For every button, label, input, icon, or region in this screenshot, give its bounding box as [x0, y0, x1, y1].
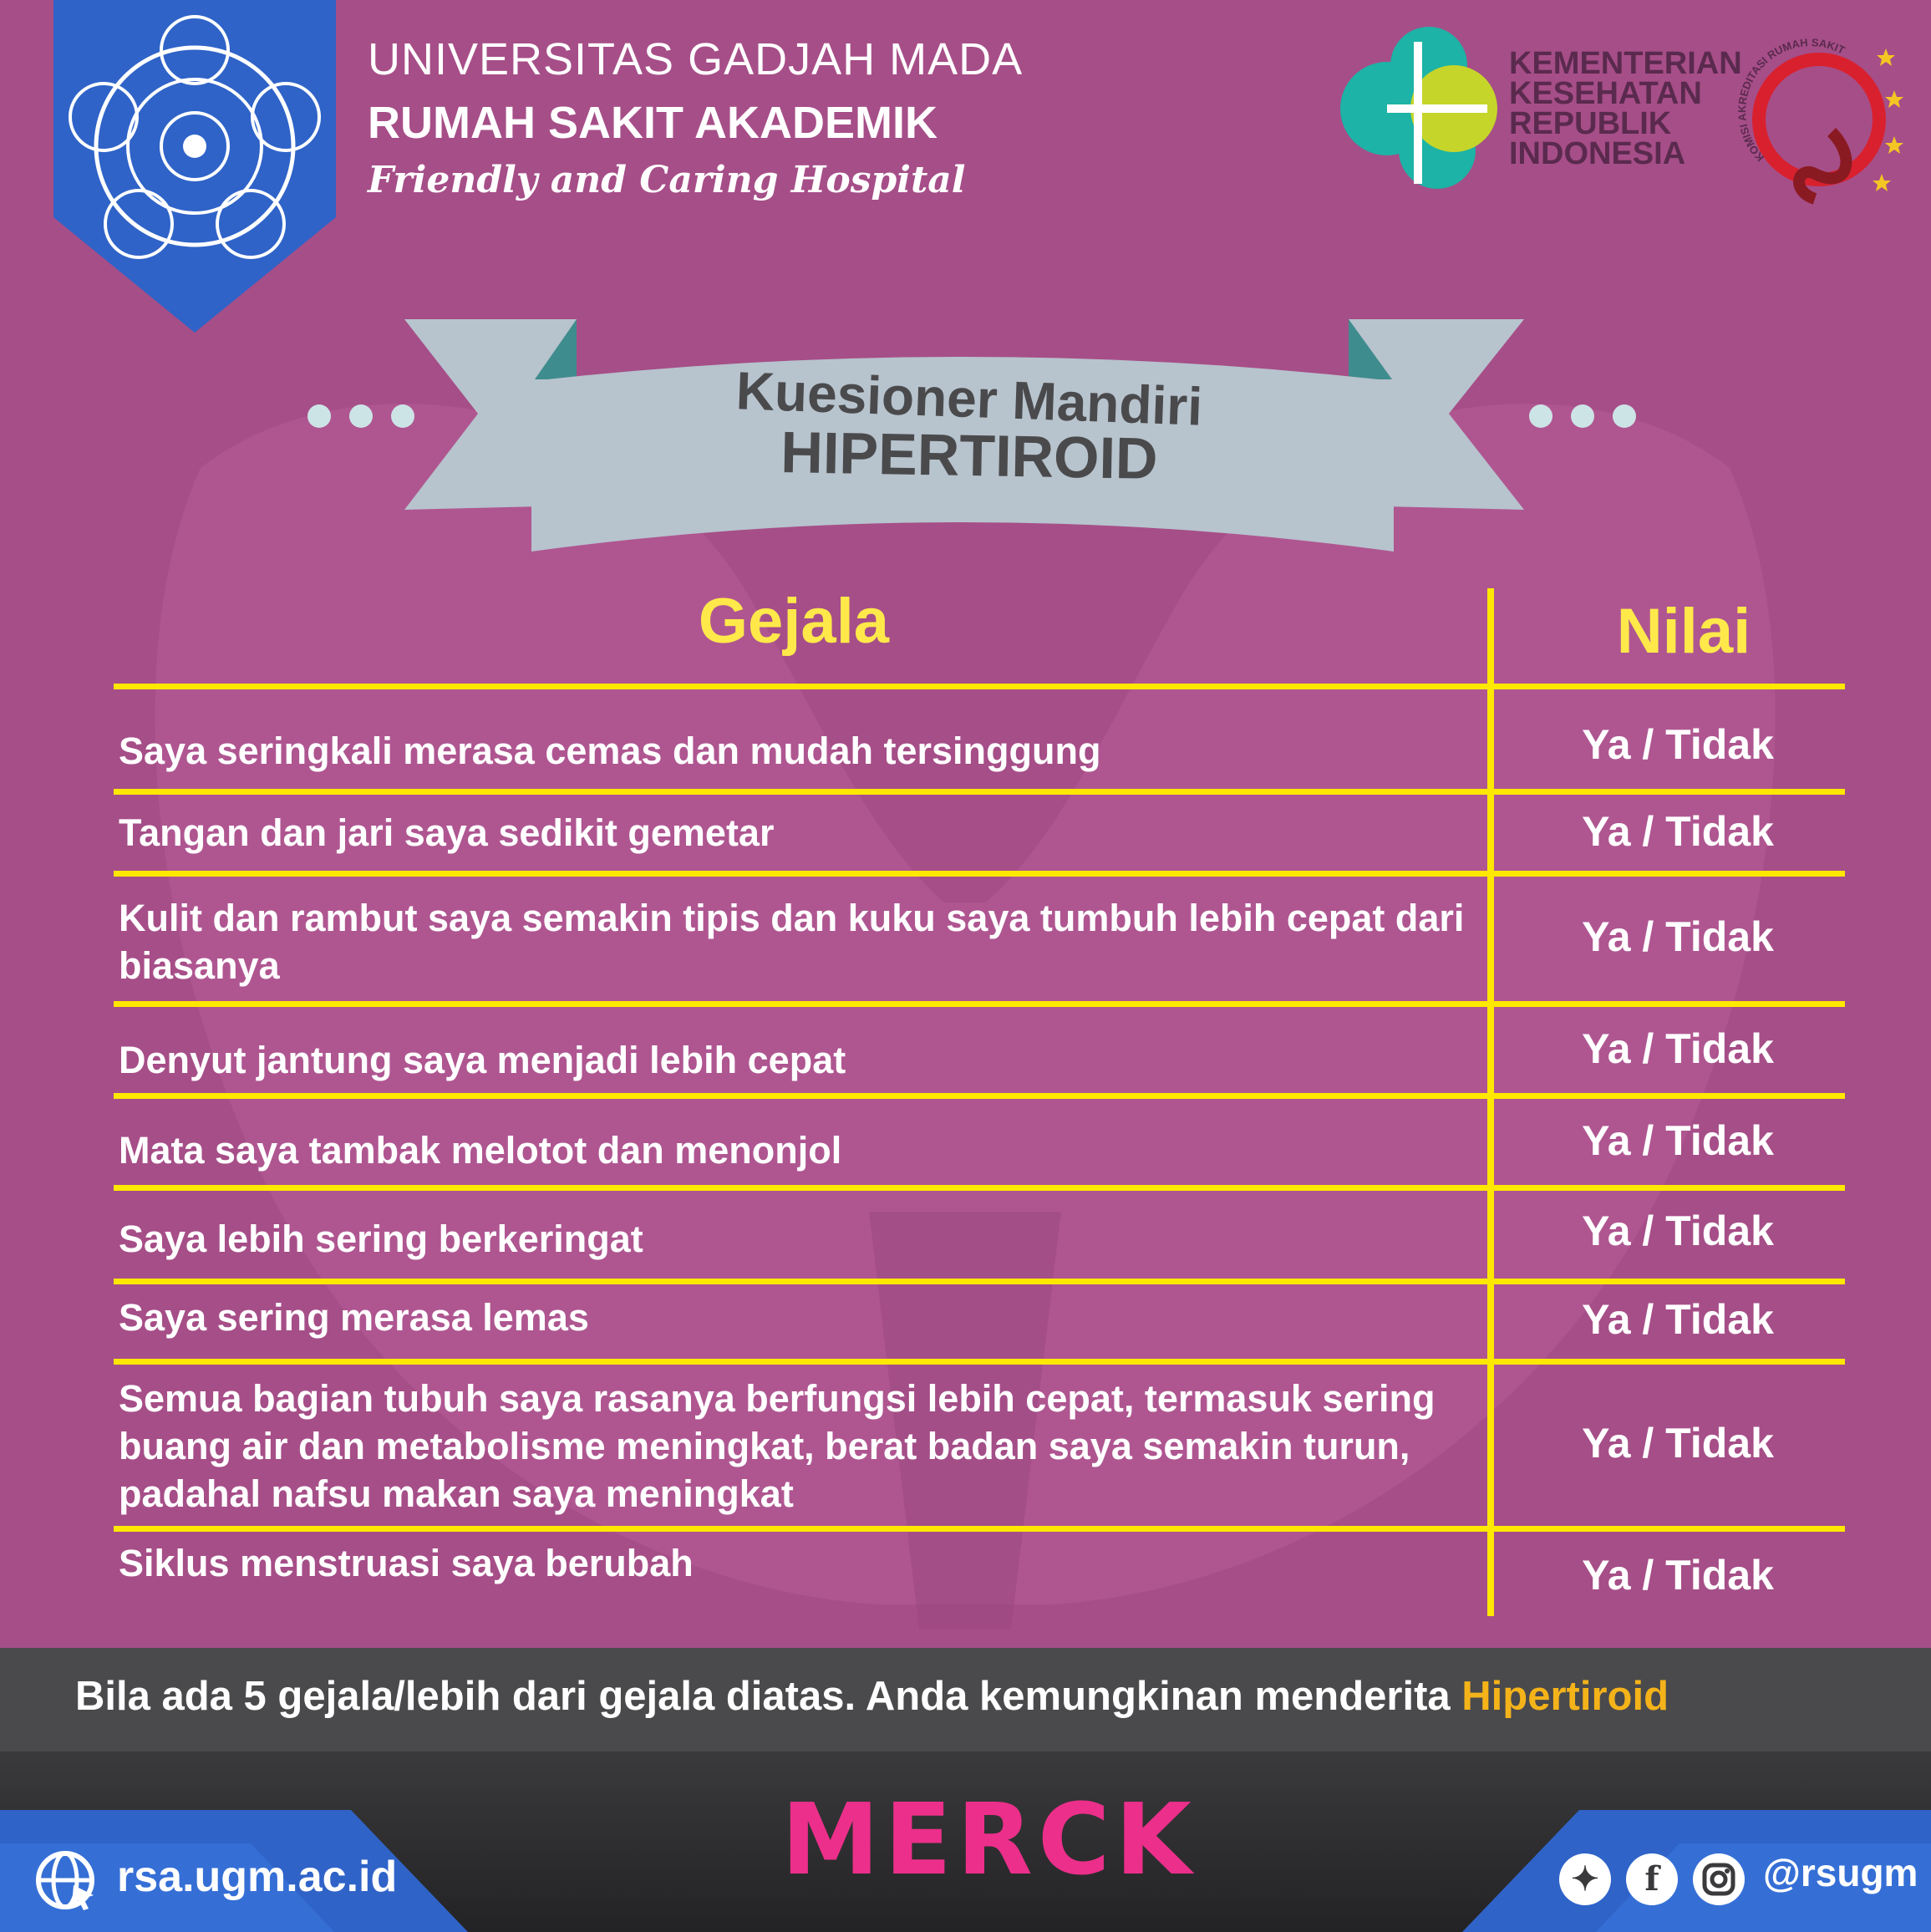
symptom-row-3: Kulit dan rambut saya semakin tipis dan kuku saya tumbuh lebih cepat dari biasanya — [119, 897, 1465, 987]
instagram-icon[interactable] — [1693, 1853, 1745, 1905]
answer-row-9[interactable]: Ya / Tidak — [1582, 1552, 1774, 1599]
right-dots-decoration — [1517, 391, 1659, 441]
merck-logo: MERCK — [781, 1782, 1197, 1897]
ribbon-subtitle: HIPERTIROID — [780, 419, 1159, 491]
note-highlight: Hipertiroid — [1461, 1674, 1669, 1719]
symptom-row-1: Saya seringkali merasa cemas dan mudah tersinggung — [119, 730, 1101, 772]
symptom-row-8: Semua bagian tubuh saya rasanya berfungsi lebih cepat, termasuk sering buang air dan metabolisme meningkat, berat badan saya semakin turun, padahal nafsu makan saya meningkat — [119, 1377, 1436, 1515]
answer-row-5[interactable]: Ya / Tidak — [1582, 1117, 1774, 1164]
answer-row-7[interactable]: Ya / Tidak — [1582, 1296, 1774, 1343]
table-row-line — [114, 1526, 1845, 1532]
ugm-logo-banner — [53, 0, 336, 334]
social-handle[interactable]: @rsugm — [1763, 1851, 1918, 1894]
answer-row-8[interactable]: Ya / Tidak — [1582, 1420, 1774, 1467]
kemenkes-logo-icon — [1337, 25, 1504, 192]
hospital-name: RUMAH SAKIT AKADEMIK — [368, 98, 938, 148]
kemenkes-line-3: REPUBLIK — [1509, 106, 1672, 141]
result-note — [75, 1673, 1863, 1720]
table-row-line — [114, 1359, 1845, 1365]
answer-row-1[interactable]: Ya / Tidak — [1582, 721, 1774, 768]
symptom-row-6: Saya lebih sering berkeringat — [119, 1218, 643, 1260]
kars-label: KOMISI AKREDITASI RUMAH SAKIT — [1735, 36, 1847, 165]
column-header-value: Nilai — [1616, 596, 1751, 667]
symptom-row-7: Saya sering merasa lemas — [119, 1296, 589, 1339]
ribbon-title: Kuesioner Mandiri — [734, 360, 1204, 437]
twitter-icon[interactable]: ✦ — [1559, 1853, 1611, 1905]
answer-row-4[interactable]: Ya / Tidak — [1582, 1025, 1774, 1072]
column-header-symptom: Gejala — [698, 586, 890, 657]
answer-row-2[interactable]: Ya / Tidak — [1582, 808, 1774, 855]
kemenkes-text — [1509, 48, 1742, 169]
table-row-line — [114, 1279, 1845, 1284]
table-row-line — [114, 1093, 1845, 1099]
table-row-line — [114, 1001, 1845, 1007]
answer-row-3[interactable]: Ya / Tidak — [1582, 913, 1774, 960]
kemenkes-line-2: KESEHATAN — [1509, 76, 1702, 111]
university-name: UNIVERSITAS GADJAH MADA — [368, 34, 1024, 84]
left-dots-decoration — [301, 391, 443, 441]
answer-row-6[interactable]: Ya / Tidak — [1582, 1208, 1774, 1254]
note-text: Bila ada 5 gejala/lebih dari gejala diatas. Anda kemungkinan menderita — [75, 1674, 1462, 1719]
table-row-line — [114, 789, 1845, 795]
kars-logo-icon — [1731, 32, 1907, 207]
globe-icon — [33, 1848, 97, 1912]
table-header-line — [114, 684, 1845, 689]
table-row-line — [114, 871, 1845, 877]
symptom-row-4: Denyut jantung saya menjadi lebih cepat — [119, 1039, 846, 1081]
symptom-row-2: Tangan dan jari saya sedikit gemetar — [119, 811, 775, 854]
hospital-tagline: Friendly and Caring Hospital — [368, 159, 966, 201]
facebook-icon[interactable]: f — [1626, 1853, 1678, 1905]
website-link[interactable]: rsa.ugm.ac.id — [117, 1853, 398, 1901]
symptom-row-5: Mata saya tambak melotot dan menonjol — [119, 1129, 842, 1172]
table-row-line — [114, 1185, 1845, 1191]
kemenkes-line-4: INDONESIA — [1509, 136, 1686, 171]
kemenkes-line-1: KEMENTERIAN — [1509, 46, 1742, 81]
symptom-row-9: Siklus menstruasi saya berubah — [119, 1542, 694, 1584]
